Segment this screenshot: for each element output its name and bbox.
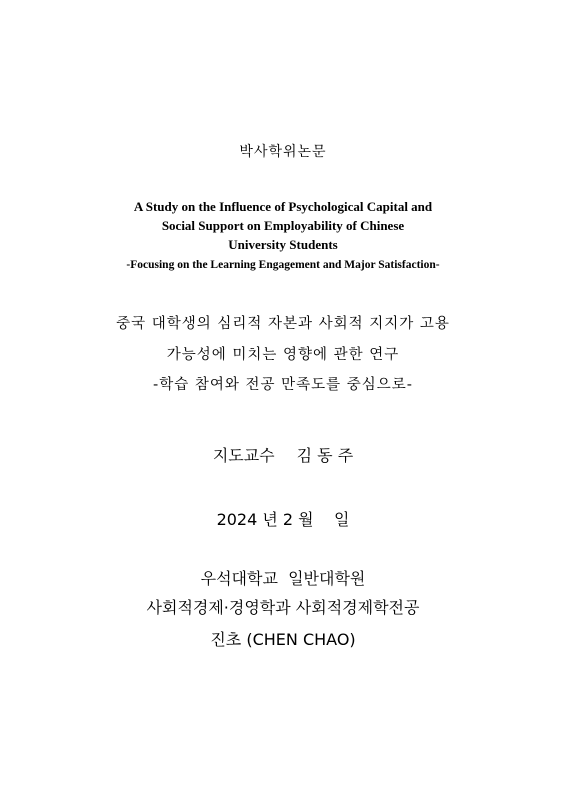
- submission-date: 2024 년 2 월 일: [216, 510, 350, 529]
- advisor-line: [0, 443, 566, 466]
- advisor-name: 김 동 주: [296, 446, 354, 465]
- korean-subtitle: -학습 참여와 전공 만족도를 중심으로-: [152, 377, 413, 393]
- english-title-line-3: University Students: [228, 237, 338, 252]
- english-subtitle: -Focusing on the Learning Engagement and Major Satisfaction-: [126, 259, 440, 271]
- advisor-label: 지도교수: [212, 446, 275, 465]
- korean-title-line-1: 중국 대학생의 심리적 자본과 사회적 지지가 고용: [116, 316, 450, 332]
- degree-type: 박사학위논문: [239, 144, 327, 160]
- english-title-line-2: Social Support on Employability of Chinese: [161, 218, 405, 233]
- korean-title-line-2: 가능성에 미치는 영향에 관한 연구: [166, 347, 400, 363]
- english-title-line-1: A Study on the Influence of Psychological Capital and: [133, 199, 433, 214]
- university-name: 우석대학교 일반대학원: [200, 569, 366, 588]
- department-name: 사회적경제·경영학과 사회적경제학전공: [146, 598, 420, 617]
- author-name: 진초 (CHEN CHAO): [210, 630, 356, 649]
